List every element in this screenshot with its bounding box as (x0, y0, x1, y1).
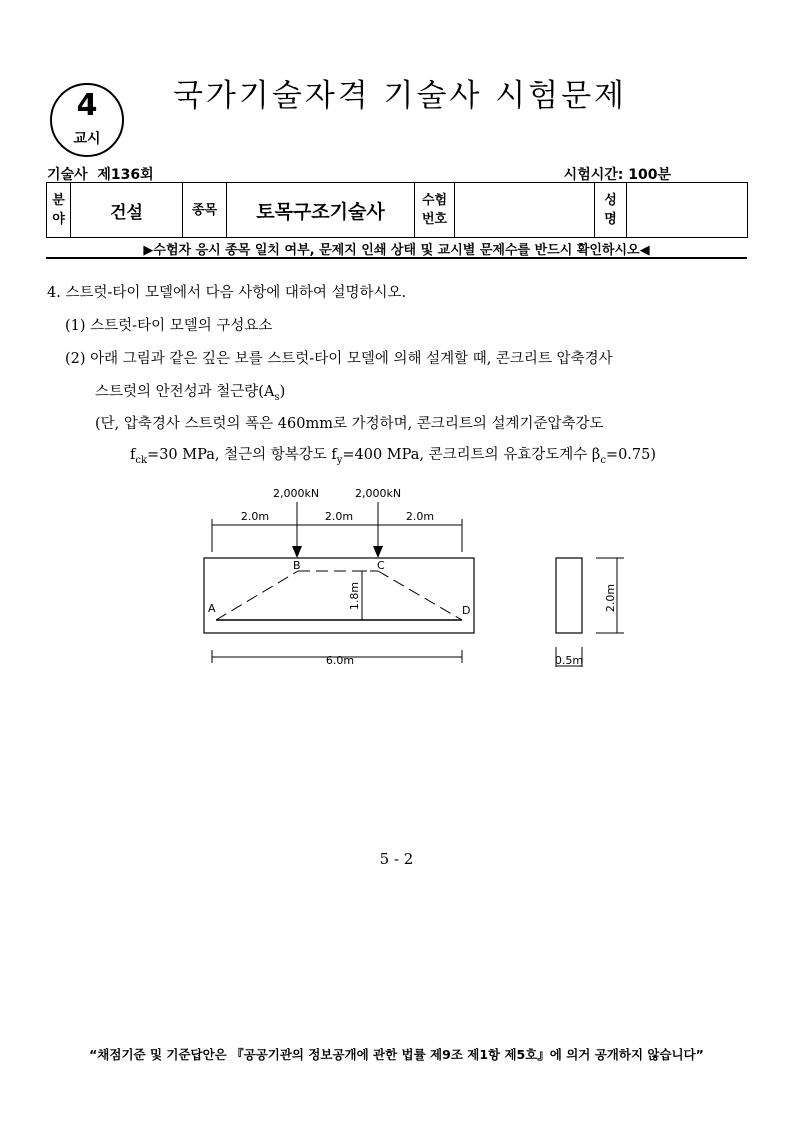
span-1-label: 2.0m (240, 510, 270, 523)
category-value: 토목구조기술사 (227, 183, 415, 238)
node-d-label: D (462, 604, 471, 617)
examinee-no-label: 수험 번호 (415, 183, 455, 238)
load-right-label: 2,000kN (354, 487, 402, 500)
period-label: 교시 (73, 131, 101, 147)
category-label: 종목 (183, 183, 227, 238)
beam-outline (204, 558, 474, 633)
question-line-1: 4. 스트럿-타이 모델에서 다음 사항에 대하여 설명하시오. (47, 285, 407, 301)
span-3-label: 2.0m (405, 510, 435, 523)
deep-beam-figure (195, 482, 635, 677)
exam-time: 시험시간: 100분 (563, 167, 671, 183)
node-b-label: B (293, 559, 301, 572)
section-outline (556, 558, 582, 633)
question-line-5: (단, 압축경사 스트럿의 폭은 460mm로 가정하며, 콘크리트의 설계기준압축강도 (95, 416, 604, 432)
section-height-label: 2.0m (604, 583, 617, 613)
field-value: 건설 (71, 183, 183, 238)
question-line-3: (2) 아래 그림과 같은 깊은 보를 스트럿-타이 모델에 의해 설계할 때, 콘크리트 압축경사 (65, 351, 613, 367)
examinee-info-table (46, 182, 748, 238)
load-right-arrowhead (373, 546, 383, 558)
divider (46, 257, 747, 259)
span-2-label: 2.0m (324, 510, 354, 523)
load-left-label: 2,000kN (272, 487, 320, 500)
footer-note: “채점기준 및 기준답안은 『공공기관의 정보공개에 관한 법률 제9조 제1항 제5호』에 의거 공개하지 않습니다” (89, 1047, 704, 1062)
question-line-6: $f_{ck}=30$ MPa, 철근의 항복강도 $f_y=400$ MPa, 콘크리트의 유효강도계수 $\beta_c=0.75$) (130, 447, 657, 466)
section-width-label: 0.5m (554, 654, 584, 667)
period-number: 4 (76, 88, 98, 123)
lever-arm-label: 1.8m (348, 581, 361, 611)
struts (216, 571, 462, 620)
question-line-2: (1) 스트럿-타이 모델의 구성요소 (65, 318, 273, 334)
question-line-4: 스트럿의 안전성과 철근량$(A_s)$ (95, 384, 286, 403)
node-a-label: A (208, 602, 216, 615)
load-left-arrowhead (292, 546, 302, 558)
page-title: 국가기술자격 기술사 시험문제 (172, 78, 627, 114)
page-number: 5 - 2 (379, 850, 414, 868)
name-label: 성 명 (595, 183, 627, 238)
examinee-no-field[interactable] (455, 183, 595, 238)
top-dimension (212, 519, 462, 552)
notice: ▶수험자 응시 종목 일치 여부, 문제지 인쇄 상태 및 교시별 문제수를 반드시 확인하시오◀ (143, 243, 650, 258)
field-label: 분 야 (47, 183, 71, 238)
exam-round: 기술사 제136회 (47, 167, 154, 183)
name-field[interactable] (627, 183, 748, 238)
strut-ab (216, 571, 298, 620)
total-length-label: 6.0m (325, 654, 355, 667)
strut-cd (378, 571, 462, 620)
node-c-label: C (377, 559, 385, 572)
